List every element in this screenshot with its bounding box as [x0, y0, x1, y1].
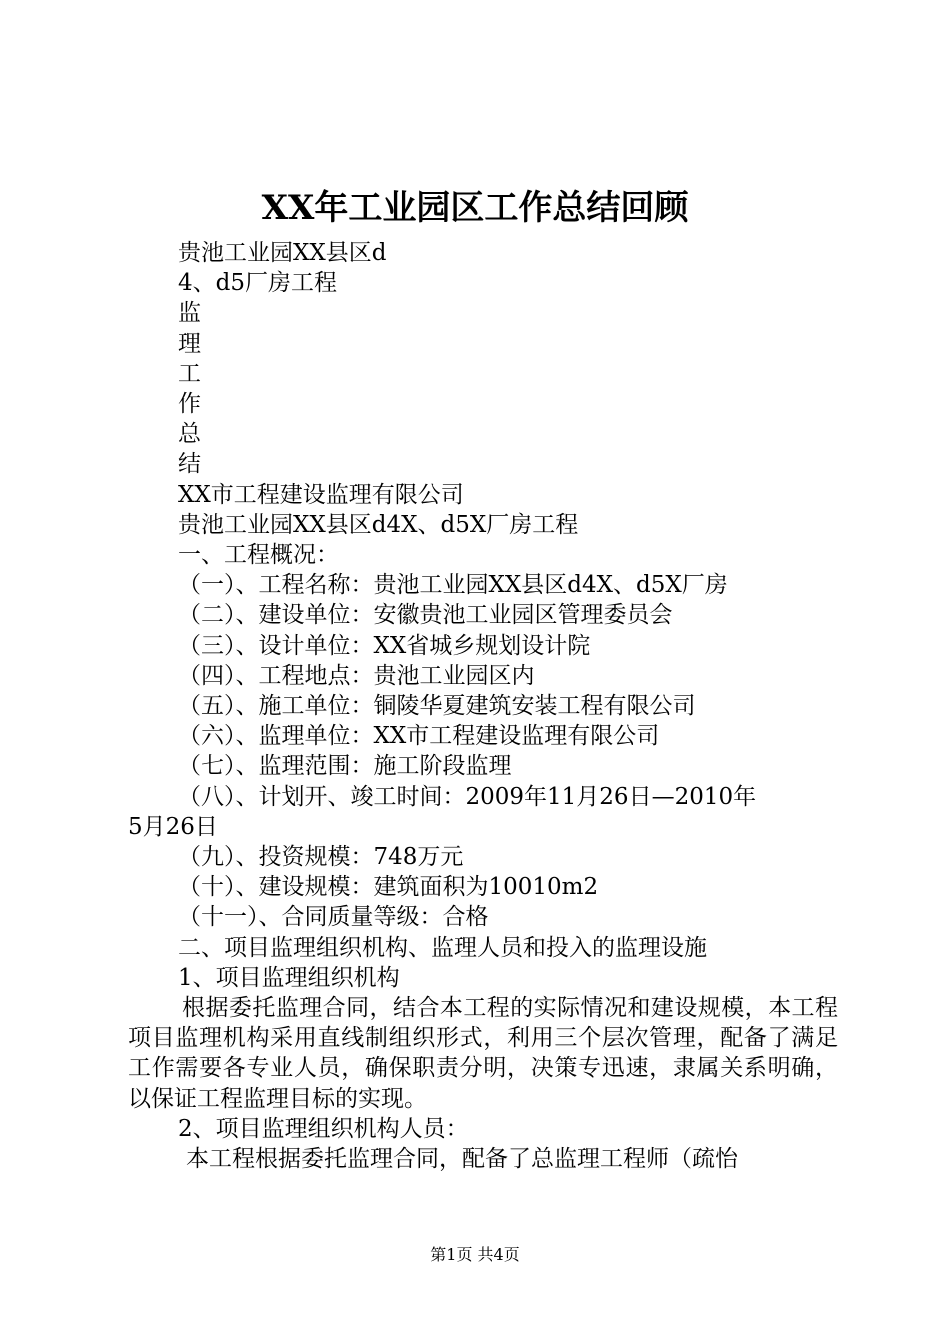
document-body	[128, 238, 838, 1174]
text-line: 工	[178, 360, 201, 387]
text-line: 总	[178, 421, 201, 448]
list-item: （十）、建设规模：建筑面积为10010m2	[178, 874, 599, 901]
section-heading: 一、工程概况：	[178, 542, 339, 569]
list-item: （三）、设计单位：XX省城乡规划设计院	[178, 632, 591, 659]
list-item: （七）、监理范围：施工阶段监理	[178, 753, 512, 780]
section-heading: 二、项目监理组织机构、监理人员和投入的监理设施	[178, 934, 707, 961]
list-item: （十一）、合同质量等级：合格	[178, 904, 489, 931]
list-item: （二）、建设单位：安徽贵池工业园区管理委员会	[178, 602, 673, 629]
page-footer: 第1页 共4页	[430, 1245, 520, 1264]
list-item: （四）、工程地点：贵池工业园区内	[178, 662, 535, 689]
list-item: （一）、工程名称：贵池工业园XX县区d4X、d5X厂房	[178, 572, 728, 599]
list-item: （六）、监理单位：XX市工程建设监理有限公司	[178, 723, 660, 750]
list-item: （八）、计划开、竣工时间：2009年11月26日—2010年	[178, 783, 757, 810]
text-line: 贵池工业园XX县区d	[178, 240, 387, 266]
text-line: 理	[178, 330, 201, 357]
text-line: 4、d5厂房工程	[178, 270, 337, 297]
text-line: 作	[178, 391, 201, 418]
paragraph: 根据委托监理合同，结合本工程的实际情况和建设规模，本工程项目监理机构采用直线制组织形式，利用三个层次管理，配备了满足工作需要各专业人员，确保职责分明，决策专迅速，隶属关系明确，以保证工程监理目标的实现。	[128, 995, 838, 1112]
company-name: XX市工程建设监理有限公司	[178, 481, 464, 508]
subsection-heading: 2、项目监理组织机构人员：	[178, 1115, 469, 1142]
text-line: 监	[178, 300, 201, 327]
list-item: （五）、施工单位：铜陵华夏建筑安装工程有限公司	[178, 693, 696, 720]
paragraph: 本工程根据委托监理合同，配备了总监理工程师（疏怡	[186, 1146, 738, 1173]
subsection-heading: 1、项目监理组织机构	[178, 964, 400, 991]
document-title: XX年工业园区工作总结回顾	[261, 188, 689, 228]
list-item: （九）、投资规模：748万元	[178, 844, 464, 871]
text-line: 结	[178, 451, 201, 478]
project-name: 贵池工业园XX县区d4X、d5X厂房工程	[178, 511, 579, 538]
list-item-continuation: 5月26日	[128, 813, 218, 840]
